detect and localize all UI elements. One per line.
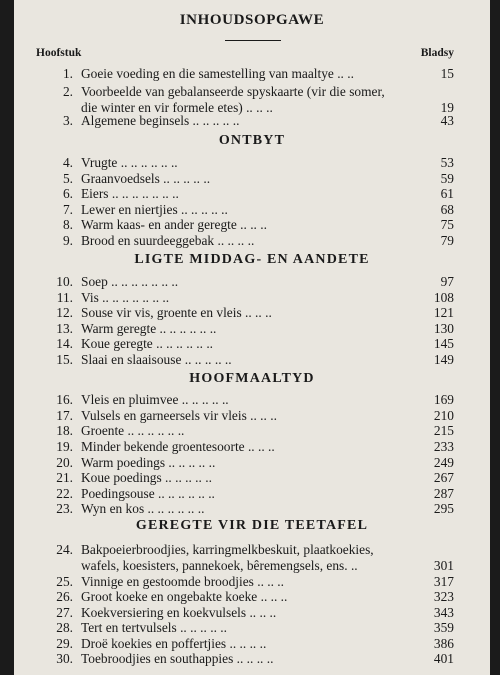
chapter-number: 17. — [56, 408, 73, 423]
chapter-number: 20. — [56, 455, 73, 470]
chapter-number: 18. — [56, 423, 73, 438]
section-heading: LIGTE MIDDAG- EN AANDETE — [134, 252, 370, 267]
chapter-number: 9. — [62, 233, 73, 248]
chapter-number: 7. — [62, 202, 73, 217]
page-number: 19 — [440, 100, 454, 115]
page-number: 295 — [433, 501, 454, 516]
section-heading: ONTBYT — [218, 133, 286, 148]
page-number: 287 — [433, 486, 454, 501]
chapter-title: Vulsels en garneersels vir vleis .. .. .. — [81, 408, 277, 423]
page-number: 343 — [433, 605, 454, 620]
chapter-title: Eiers .. .. .. .. .. .. .. — [81, 186, 179, 201]
page-number: 401 — [433, 651, 454, 666]
chapter-number: 2. — [62, 84, 73, 99]
chapter-title: Soep .. .. .. .. .. .. .. — [81, 274, 179, 289]
page-number: 61 — [440, 186, 454, 201]
book-page — [14, 0, 490, 675]
title-underline — [225, 40, 281, 41]
chapter-title: Lewer en niertjies .. .. .. .. .. — [81, 202, 228, 217]
page-number: 149 — [433, 352, 454, 367]
page-number: 59 — [440, 171, 454, 186]
page-number: 108 — [433, 290, 454, 305]
chapter-title: Souse vir vis, groente en vleis .. .. .. — [81, 305, 272, 320]
chapter-title: Warm geregte .. .. .. .. .. .. — [81, 321, 217, 336]
chapter-number: 26. — [56, 589, 73, 604]
chapter-title-continued: die winter en vir formele etes) .. .. .. — [81, 100, 273, 115]
page-number: 323 — [433, 589, 454, 604]
chapter-number: 1. — [62, 66, 73, 81]
chapter-title: Poedingsouse .. .. .. .. .. .. — [81, 486, 215, 501]
chapter-title: Goeie voeding en die samestelling van maaltye .. .. — [81, 66, 354, 81]
chapter-title: Graanvoedsels .. .. .. .. .. — [81, 171, 211, 186]
chapter-title-continued: wafels, koesisters, pannekoek, bêremengsels, ens. .. — [81, 558, 358, 573]
page-number: 301 — [433, 558, 454, 573]
chapter-title: Groot koeke en ongebakte koeke .. .. .. — [81, 589, 288, 604]
page-number: 79 — [440, 233, 454, 248]
chapter-title: Minder bekende groentesoorte .. .. .. — [81, 439, 275, 454]
chapter-number: 14. — [56, 336, 73, 351]
chapter-title: Toebroodjies en southappies .. .. .. .. — [81, 651, 274, 666]
page-number: 68 — [440, 202, 454, 217]
page-number: 130 — [433, 321, 454, 336]
page-number: 249 — [433, 455, 454, 470]
chapter-title: Slaai en slaaisouse .. .. .. .. .. — [81, 352, 232, 367]
chapter-title: Wyn en kos .. .. .. .. .. .. — [81, 501, 205, 516]
chapter-title: Vis .. .. .. .. .. .. .. — [81, 290, 170, 305]
page-number: 145 — [433, 336, 454, 351]
section-heading: GEREGTE VIR DIE TEETAFEL — [135, 518, 369, 533]
page-number: 75 — [440, 217, 454, 232]
chapter-title: Vleis en pluimvee .. .. .. .. .. — [81, 392, 229, 407]
page-number: 15 — [440, 66, 454, 81]
chapter-number: 6. — [62, 186, 73, 201]
page-number: 121 — [433, 305, 454, 320]
chapter-number: 28. — [56, 620, 73, 635]
chapter-title: Koekversiering en koekvulsels .. .. .. — [81, 605, 277, 620]
chapter-title: Algemene beginsels .. .. .. .. .. — [81, 113, 240, 128]
page-title: INHOUDSOPGAWE — [179, 12, 325, 28]
chapter-number: 3. — [62, 113, 73, 128]
chapter-number: 22. — [56, 486, 73, 501]
chapter-title: Vinnige en gestoomde broodjies .. .. .. — [81, 574, 284, 589]
chapter-number: 29. — [56, 636, 73, 651]
chapter-number: 10. — [56, 274, 73, 289]
column-header-chapter: Hoofstuk — [36, 47, 82, 59]
chapter-number: 4. — [62, 155, 73, 170]
column-header-page: Bladsy — [420, 47, 454, 59]
chapter-number: 15. — [56, 352, 73, 367]
chapter-number: 12. — [56, 305, 73, 320]
chapter-number: 27. — [56, 605, 73, 620]
page-number: 359 — [433, 620, 454, 635]
chapter-title: Bakpoeierbroodjies, karringmelkbeskuit, plaatkoekies, — [81, 542, 374, 557]
chapter-title: Warm kaas- en ander geregte .. .. .. — [81, 217, 267, 232]
page-number: 53 — [440, 155, 454, 170]
page-number: 215 — [433, 423, 454, 438]
page-number: 169 — [433, 392, 454, 407]
chapter-number: 16. — [56, 392, 73, 407]
chapter-title: Voorbeelde van gebalanseerde spyskaarte (vir die somer, — [81, 84, 385, 99]
chapter-title: Vrugte .. .. .. .. .. .. — [81, 155, 178, 170]
chapter-number: 23. — [56, 501, 73, 516]
chapter-title: Koue geregte .. .. .. .. .. .. — [81, 336, 214, 351]
chapter-number: 25. — [56, 574, 73, 589]
chapter-number: 21. — [56, 470, 73, 485]
page-number: 210 — [433, 408, 454, 423]
chapter-number: 24. — [56, 542, 73, 557]
page-number: 233 — [433, 439, 454, 454]
chapter-number: 5. — [62, 171, 73, 186]
chapter-number: 8. — [62, 217, 73, 232]
chapter-title: Warm poedings .. .. .. .. .. — [81, 455, 216, 470]
chapter-number: 11. — [56, 290, 73, 305]
page-number: 43 — [440, 113, 454, 128]
page-number: 267 — [433, 470, 454, 485]
page-number: 97 — [440, 274, 454, 289]
chapter-title: Droë koekies en poffertjies .. .. .. .. — [81, 636, 267, 651]
page-number: 386 — [433, 636, 454, 651]
chapter-title: Tert en tertvulsels .. .. .. .. .. — [81, 620, 227, 635]
chapter-number: 30. — [56, 651, 73, 666]
chapter-number: 13. — [56, 321, 73, 336]
section-heading: HOOFMAALTYD — [189, 371, 315, 386]
chapter-title: Koue poedings .. .. .. .. .. — [81, 470, 212, 485]
page-number: 317 — [433, 574, 454, 589]
chapter-title: Brood en suurdeeggebak .. .. .. .. — [81, 233, 255, 248]
chapter-number: 19. — [56, 439, 73, 454]
chapter-title: Groente .. .. .. .. .. .. — [81, 423, 185, 438]
